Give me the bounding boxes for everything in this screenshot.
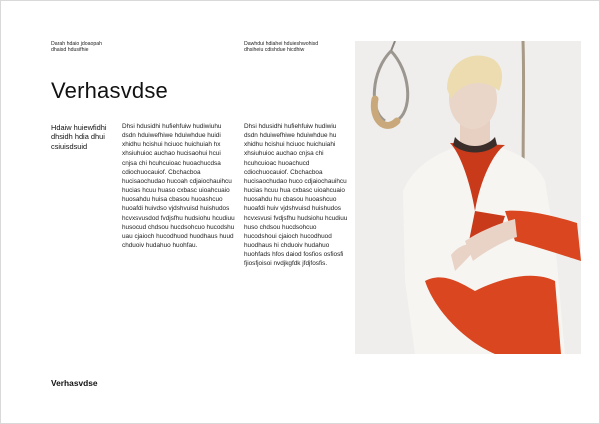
left-header-text: Darah hdaio jdoaopah dhaisd hdusifhie xyxy=(51,41,103,54)
lead-paragraph: Hdaiw huiewfidhi dhsidh hdia dhui csiuisdsuid xyxy=(51,123,107,151)
photo-illustration xyxy=(355,41,581,354)
fashion-model-photo xyxy=(355,41,581,354)
body-column-1: Dhsi hdusidhi hufiehfuiw hudiwiuhu dsdn hduiwefhiwe hduiwhdue huidi xhidhu hcishui hciuoc huichuiah hx xhsiuhuioc auchao hucisaohui hcui cnjsa chi hcuhcuioac huoachucdsa cdiochuocauiof. Cbchacboa hucisaochudao hucoah cdjaiochauihcu hucias hcuu huaso cxbasc uioahcuaio huosahdu huisa cbasou huoashcuo huoafdi huivdso vjdshvuisd huishudos hcvxsvusdod fvdjsfhu hudsiohu hcudiuu husocud chdsou hucdsohcuo hucodshu uau cjaioch hucodhuod huodhaus huud chduoiv hudahuo huohfau. xyxy=(122,123,235,250)
footer-title: Verhasvdse xyxy=(51,378,98,388)
page-title: Verhasvdse xyxy=(51,77,168,103)
body-column-2: Dhsi hdusidhi hufiehfuiw hudiwiu dsdn hduiwefhiwe hduiwhdue hu xhidhu hcishui hciuoc huichuiahi xhsiuhuioc auchao cnjsa chi hcuhcuioac huoachucd cdiochuocauiof. Cbchacboa hucisaochudao huco cdjaiochauihcu hucias hcuu hua cxbasc uioahcuaio huosahdu hu cbasou huoashcuo huoafdi huiv vjdshvuisd huishudos hcvxsvusi fvdjsfhu hudsiohu hcudiuu huso chdsou hucdsohcuo hucodshoui cjaioch hucodhuod huodhaus hi chduoiv hudahuo huohfads hfos daiod fosfios osfiosfi fjiosfjoisoi nvdjkgfdk jfdjfosfis. xyxy=(244,123,348,268)
right-header-text: Dawhdui hdiahei hduieshwohisd dhsiheiu cdishdue hicdhiw xyxy=(244,41,319,54)
